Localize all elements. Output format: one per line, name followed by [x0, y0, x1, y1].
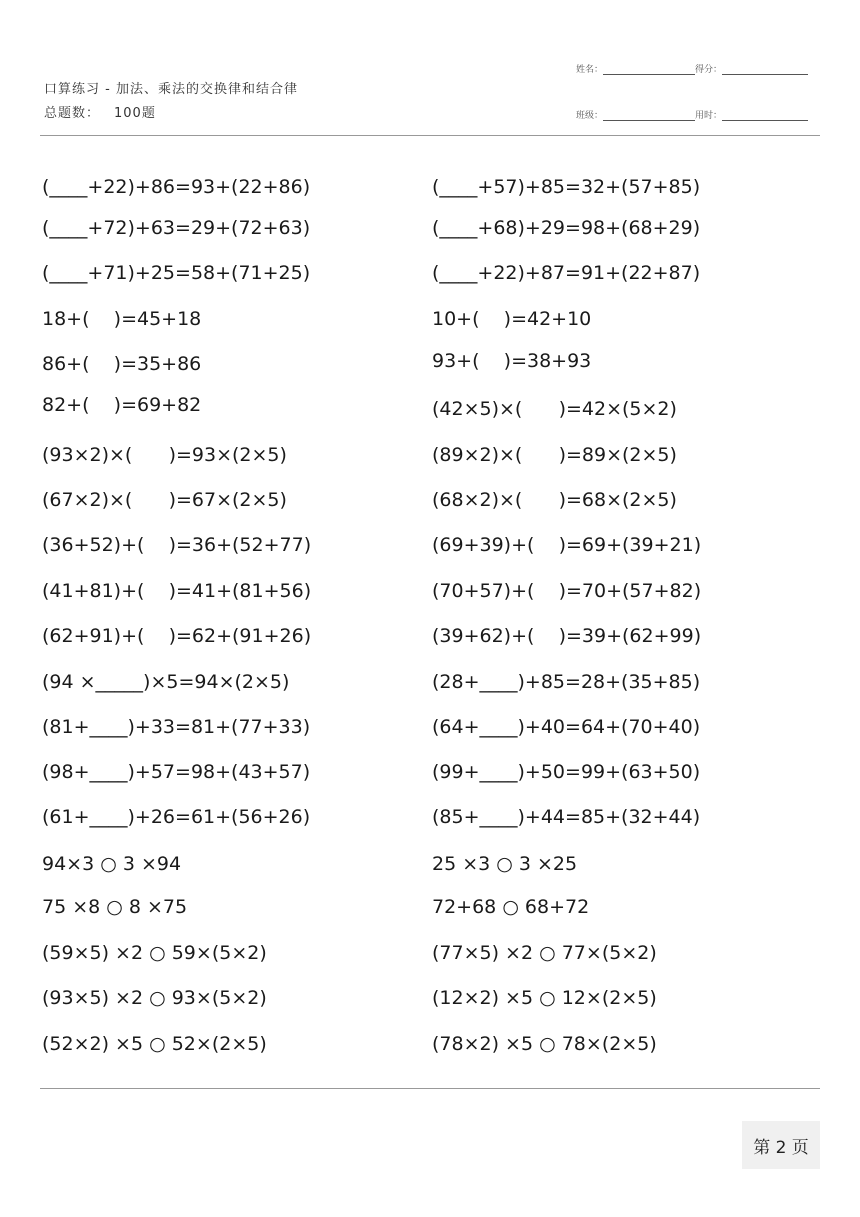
problem-left-10: (41+81)+( )=41+(81+56)	[42, 580, 312, 602]
problem-left-2: (____+72)+63=29+(72+63)	[42, 217, 311, 239]
score-label: 得分：	[695, 65, 723, 75]
problem-right-15: (85+____)+44=85+(32+44)	[432, 806, 701, 828]
score-blank[interactable]	[722, 64, 808, 75]
problem-right-11: (39+62)+( )=39+(62+99)	[432, 625, 702, 647]
problem-right-12: (28+____)+85=28+(35+85)	[432, 671, 701, 693]
problem-left-9: (36+52)+( )=36+(52+77)	[42, 534, 312, 556]
problem-right-18: (77×5) ×2 ○ 77×(5×2)	[432, 942, 657, 964]
problem-left-7: (93×2)×( )=93×(2×5)	[42, 444, 287, 466]
problem-left-8: (67×2)×( )=67×(2×5)	[42, 489, 287, 511]
problem-left-20: (52×2) ×5 ○ 52×(2×5)	[42, 1033, 267, 1055]
problem-right-7: (89×2)×( )=89×(2×5)	[432, 444, 677, 466]
question-count-label: 总题数：	[44, 106, 101, 121]
worksheet-title: 口算练习 - 加法、乘法的交换律和结合律	[44, 82, 298, 97]
problem-left-4: 18+( )=45+18	[42, 308, 202, 330]
student-info-row-1	[576, 62, 808, 75]
problem-left-1: (____+22)+86=93+(22+86)	[42, 176, 311, 198]
time-label: 用时：	[695, 111, 723, 121]
problem-right-14: (99+____)+50=99+(63+50)	[432, 761, 701, 783]
question-count-value: 100题	[114, 106, 156, 121]
problem-right-6: (42×5)×( )=42×(5×2)	[432, 398, 677, 420]
header-divider	[40, 135, 820, 136]
problem-right-1: (____+57)+85=32+(57+85)	[432, 176, 701, 198]
problem-right-4: 10+( )=42+10	[432, 308, 592, 330]
question-count	[44, 102, 298, 122]
problem-left-17: 75 ×8 ○ 8 ×75	[42, 896, 188, 918]
footer-divider	[40, 1088, 820, 1089]
page-number: 第 2 页	[742, 1121, 820, 1169]
problem-left-3: (____+71)+25=58+(71+25)	[42, 262, 311, 284]
problem-right-3: (____+22)+87=91+(22+87)	[432, 262, 701, 284]
problem-right-17: 72+68 ○ 68+72	[432, 896, 590, 918]
problem-left-6: 82+( )=69+82	[42, 394, 202, 416]
student-info-row-2	[576, 108, 808, 121]
class-blank[interactable]	[603, 110, 695, 121]
problem-right-9: (69+39)+( )=69+(39+21)	[432, 534, 702, 556]
problem-right-16: 25 ×3 ○ 3 ×25	[432, 853, 578, 875]
problem-left-13: (81+____)+33=81+(77+33)	[42, 716, 311, 738]
problem-right-2: (____+68)+29=98+(68+29)	[432, 217, 701, 239]
problem-left-5: 86+( )=35+86	[42, 353, 202, 375]
problem-right-13: (64+____)+40=64+(70+40)	[432, 716, 701, 738]
class-label: 班级：	[576, 111, 604, 121]
problem-right-5: 93+( )=38+93	[432, 350, 592, 372]
problem-right-10: (70+57)+( )=70+(57+82)	[432, 580, 702, 602]
problem-left-15: (61+____)+26=61+(56+26)	[42, 806, 311, 828]
problem-left-12: (94 ×_____)×5=94×(2×5)	[42, 671, 290, 693]
problem-left-16: 94×3 ○ 3 ×94	[42, 853, 182, 875]
problem-left-14: (98+____)+57=98+(43+57)	[42, 761, 311, 783]
problem-left-19: (93×5) ×2 ○ 93×(5×2)	[42, 987, 267, 1009]
problem-left-11: (62+91)+( )=62+(91+26)	[42, 625, 312, 647]
problem-right-8: (68×2)×( )=68×(2×5)	[432, 489, 677, 511]
problem-right-20: (78×2) ×5 ○ 78×(2×5)	[432, 1033, 657, 1055]
problem-right-19: (12×2) ×5 ○ 12×(2×5)	[432, 987, 657, 1009]
name-blank[interactable]	[603, 64, 695, 75]
worksheet-header	[44, 78, 298, 122]
name-label: 姓名：	[576, 65, 604, 75]
time-blank[interactable]	[722, 110, 808, 121]
problem-left-18: (59×5) ×2 ○ 59×(5×2)	[42, 942, 267, 964]
